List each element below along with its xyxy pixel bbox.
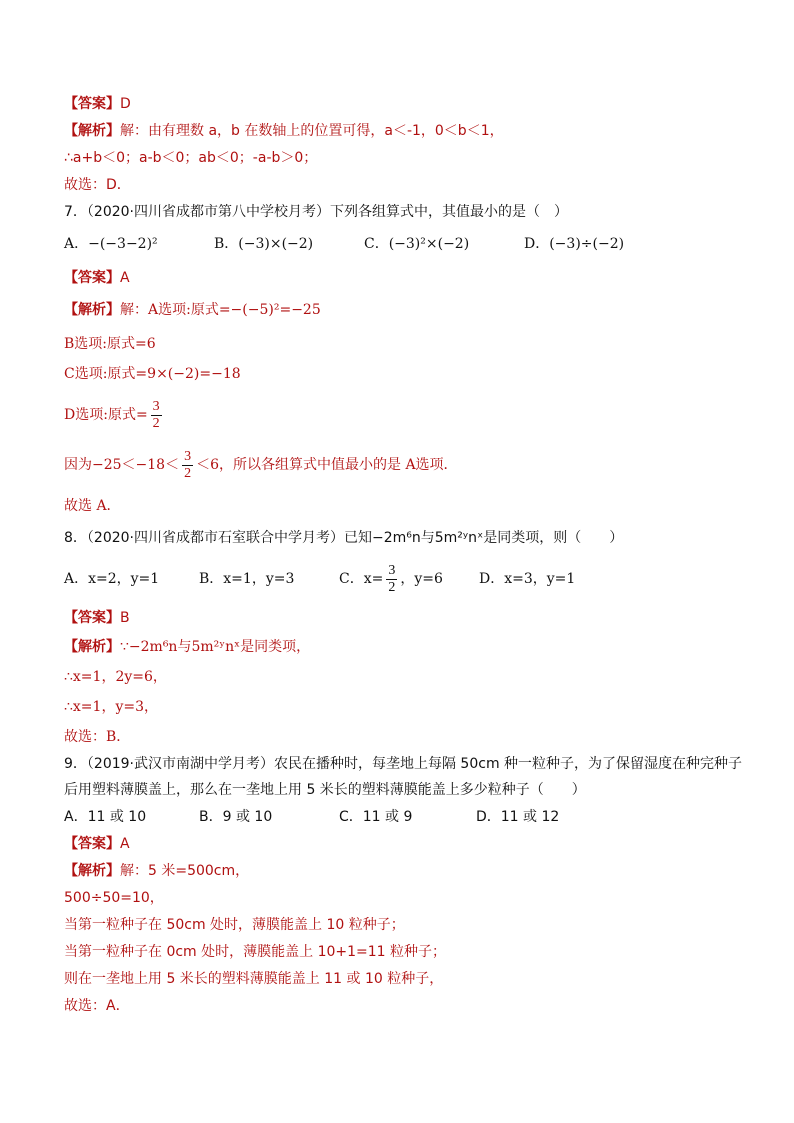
q7-d-prefix: D选项:原式= bbox=[64, 407, 148, 423]
q7-option-b: B．(−3)×(−2) bbox=[214, 236, 314, 252]
q9-answer-line bbox=[64, 834, 130, 854]
q9-analysis-line-6: 故选：A． bbox=[64, 998, 130, 1014]
q7-compare-suffix: ＜6，所以各组算式中值最小的是 A选项． bbox=[196, 457, 458, 473]
fraction-numerator: 3 bbox=[184, 448, 192, 464]
fraction-numerator: 3 bbox=[388, 562, 396, 578]
q7-analysis-line-1 bbox=[64, 300, 321, 320]
fraction-denominator: 2 bbox=[184, 465, 192, 481]
q8-analysis-line-4: 故选：B． bbox=[64, 729, 131, 745]
q8-analysis-line-1 bbox=[64, 637, 310, 657]
answer-tag: 【答案】 bbox=[64, 836, 120, 852]
q8-option-c-suffix: ，y=6 bbox=[400, 571, 443, 587]
q9-analysis-line-5: 则在一垄地上用 5 米长的塑料薄膜能盖上 11 或 10 粒种子， bbox=[64, 971, 444, 987]
q8-option-c-prefix: C．x= bbox=[339, 571, 384, 587]
q6-analysis-line-1 bbox=[64, 121, 504, 141]
q9-option-a: A．11 或 10 bbox=[64, 809, 147, 825]
q9-analysis-text-1: 解：5 米=500cm， bbox=[120, 863, 250, 879]
q7-compare-prefix: 因为−25＜−18＜ bbox=[64, 457, 180, 473]
q7-stem: 7．（2020·四川省成都市第八中学校月考）下列各组算式中，其值最小的是（ ） bbox=[64, 204, 568, 220]
q9-analysis-line-3: 当第一粒种子在 50cm 处时，薄膜能盖上 10 粒种子； bbox=[64, 917, 405, 933]
q7-option-a: A．−(−3−2)² bbox=[64, 236, 158, 252]
q8-answer: B bbox=[120, 610, 130, 626]
q9-stem-line-2: 后用塑料薄膜盖上，那么在一垄地上用 5 米长的塑料薄膜能盖上多少粒种子（ ） bbox=[64, 782, 586, 798]
q7-analysis-line-4 bbox=[64, 398, 165, 432]
q8-option-a: A．x=2，y=1 bbox=[64, 571, 160, 587]
q9-analysis-line-2: 500÷50=10， bbox=[64, 890, 164, 906]
analysis-tag: 【解析】 bbox=[64, 123, 120, 139]
q7-analysis-text-1: 解：A选项:原式=−(−5)²=−25 bbox=[120, 302, 321, 318]
q8-option-b: B．x=1，y=3 bbox=[199, 571, 295, 587]
q7-options bbox=[64, 234, 744, 254]
q9-option-b: B．9 或 10 bbox=[199, 809, 273, 825]
q9-option-d: D．11 或 12 bbox=[476, 809, 560, 825]
q8-analysis-text-1: ∵−2m⁶n与5m²ʸnˣ是同类项， bbox=[120, 639, 311, 655]
q7-analysis-line-2: B选项:原式=6 bbox=[64, 336, 156, 352]
q8-analysis-line-2: ∴x=1，2y=6， bbox=[64, 669, 167, 685]
q8-analysis-line-3: ∴x=1，y=3， bbox=[64, 699, 158, 715]
q8-options bbox=[64, 562, 744, 596]
q6-analysis-line-3: 故选：D． bbox=[64, 177, 131, 193]
fraction-denominator: 2 bbox=[152, 415, 160, 431]
q9-analysis-line-1 bbox=[64, 861, 249, 881]
q8-option-d: D．x=3，y=1 bbox=[479, 571, 576, 587]
fraction bbox=[386, 563, 397, 596]
q8-stem: 8．（2020·四川省成都市石室联合中学月考）已知−2m⁶n与5m²ʸnˣ是同类项，则（ ） bbox=[64, 530, 624, 546]
q6-answer: D bbox=[120, 96, 131, 112]
q7-answer-line bbox=[64, 268, 130, 288]
q8-answer-line bbox=[64, 608, 130, 628]
answer-tag: 【答案】 bbox=[64, 96, 120, 112]
q7-answer: A bbox=[120, 270, 130, 286]
q6-answer-line bbox=[64, 94, 131, 114]
q9-option-c: C．11 或 9 bbox=[339, 809, 413, 825]
q7-option-c: C．(−3)²×(−2) bbox=[364, 236, 470, 252]
analysis-tag: 【解析】 bbox=[64, 639, 120, 655]
q9-options bbox=[64, 807, 744, 827]
q9-analysis-line-4: 当第一粒种子在 0cm 处时，薄膜能盖上 10+1=11 粒种子； bbox=[64, 944, 447, 960]
q7-conclusion: 故选 A． bbox=[64, 498, 121, 514]
answer-tag: 【答案】 bbox=[64, 610, 120, 626]
fraction-numerator: 3 bbox=[152, 398, 160, 414]
q7-analysis-line-3: C选项:原式=9×(−2)=−18 bbox=[64, 366, 241, 382]
q7-option-d: D．(−3)÷(−2) bbox=[524, 236, 625, 252]
q7-analysis-compare bbox=[64, 448, 458, 482]
q9-answer: A bbox=[120, 836, 130, 852]
q9-stem-line-1: 9．（2019·武汉市南湖中学月考）农民在播种时，每垄地上每隔 50cm 种一粒种子，为了保留湿度在种完种子 bbox=[64, 756, 743, 772]
fraction-denominator: 2 bbox=[388, 579, 396, 595]
q6-analysis-text-1: 解：由有理数 a，b 在数轴上的位置可得，a＜-1，0＜b＜1， bbox=[120, 123, 504, 139]
answer-tag: 【答案】 bbox=[64, 270, 120, 286]
fraction bbox=[182, 449, 193, 482]
analysis-tag: 【解析】 bbox=[64, 863, 120, 879]
q6-analysis-line-2: ∴a+b＜0；a-b＜0；ab＜0；-a-b＞0； bbox=[64, 150, 318, 166]
q8-option-c bbox=[339, 562, 479, 596]
analysis-tag: 【解析】 bbox=[64, 302, 120, 318]
fraction bbox=[151, 399, 162, 432]
